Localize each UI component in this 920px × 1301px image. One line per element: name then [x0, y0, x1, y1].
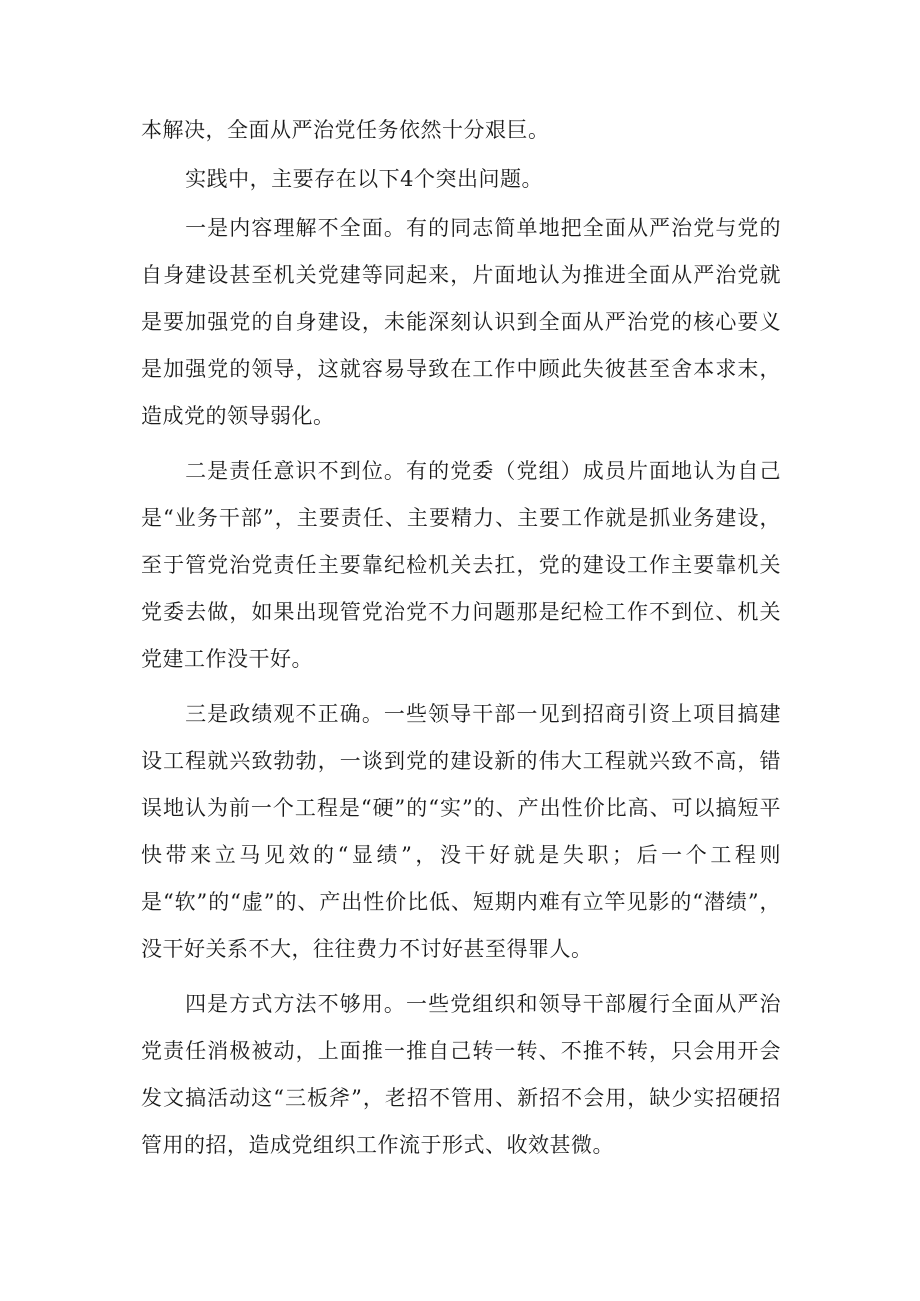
paragraph-problem-3: 三是政绩观不正确。一些领导干部一见到招商引资上项目搞建设工程就兴致勃勃，一谈到党的建设新的伟大工程就兴致不高，错误地认为前一个工程是“硬”的“实”的、产出性价比高、可以搞短平快带来立马见效的“显绩”，没干好就是失职；后一个工程则是“软”的“虚”的、产出性价比低、短期内难有立竿见影的“潜绩”，没干好关系不大，往往费力不讨好甚至得罪人。 — [141, 702, 781, 961]
document-body — [141, 107, 781, 1169]
paragraph-problem-1: 一是内容理解不全面。有的同志简单地把全面从严治党与党的自身建设甚至机关党建等同起来，片面地认为推进全面从严治党就是要加强党的自身建设，未能深刻认识到全面从严治党的核心要义是加强党的领导，这就容易导致在工作中顾此失彼甚至舍本求末，造成党的领导弱化。 — [141, 216, 781, 428]
paragraph-intro: 实践中，主要存在以下4个突出问题。 — [185, 167, 543, 191]
paragraph-problem-4: 四是方式方法不够用。一些党组织和领导干部履行全面从严治党责任消极被动，上面推一推自己转一转、不推不转，只会用开会发文搞活动这“三板斧”，老招不管用、新招不会用，缺少实招硬招管用的招，造成党组织工作流于形式、收效甚微。 — [141, 992, 781, 1157]
paragraph-problem-2: 二是责任意识不到位。有的党委（党组）成员片面地认为自己是“业务干部”，主要责任、主要精力、主要工作就是抓业务建设，至于管党治党责任主要靠纪检机关去扛，党的建设工作主要靠机关党委去做，如果出现管党治党不力问题那是纪检工作不到位、机关党建工作没干好。 — [141, 459, 781, 671]
paragraph-continuation: 本解决，全面从严治党任务依然十分艰巨。 — [141, 118, 550, 142]
